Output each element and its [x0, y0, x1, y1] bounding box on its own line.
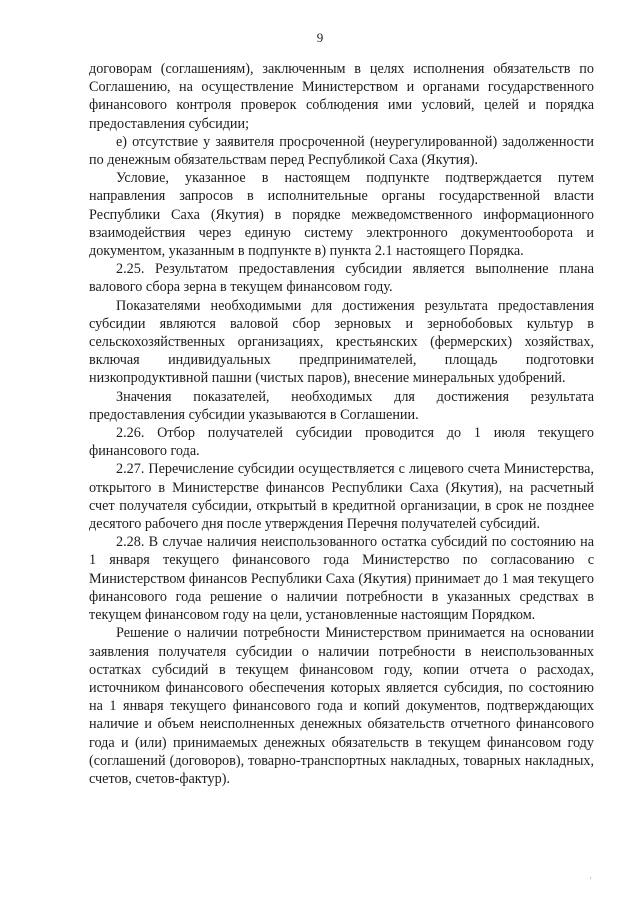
paragraph-2-25: 2.25. Результатом предоставления субсидии является выполнение плана валового сбора зерна в текущем финансовом году.	[89, 261, 594, 296]
paragraph-item-e: е) отсутствие у заявителя просроченной (неурегулированной) задолженности по денежным обязательствам перед Республикой Саха (Якутия).	[89, 133, 594, 169]
document-body	[89, 60, 594, 788]
paragraph-continuation: договорам (соглашениям), заключенным в целях исполнения обязательств по Соглашению, на осуществление Министерством и органами государственного финансового контроля проверок соблюдения ими условий, целей и порядка предоставления субсидии;	[89, 61, 594, 132]
paragraph-2-26: 2.26. Отбор получателей субсидии проводится до 1 июля текущего финансового года.	[89, 425, 594, 460]
paragraph-2-28: 2.28. В случае наличия неиспользованного остатка субсидий по состоянию на 1 января текущего финансового года Министерство по согласованию с Министерством финансов Республики Саха (Якутия) принимает до 1 мая текущего финансового года решение о наличии потребности в указанных средствах в текущем финансовом году на цели, установленные настоящим Порядком.	[89, 534, 594, 624]
paragraph-condition: Условие, указанное в настоящем подпункте подтверждается путем направления запросов в исполнительные органы государственной власти Республики Саха (Якутия) в порядке межведомственного информационного взаимодействия через единую систему электронного документооборота и документом, указанным в подпункте в) пункта 2.1 настоящего Порядка.	[89, 170, 594, 260]
paragraph-decision: Решение о наличии потребности Министерством принимается на основании заявления получателя субсидии о наличии потребности в неиспользованных остатках субсидий в текущем финансовом году, копии отчета о расходах, источником финансового обеспечения которых является субсидия, по состоянию на 1 января текущего финансового года и копий документов, подтверждающих наличие и объем неисполненных денежных обязательств отчетного финансового года и (или) принимаемых денежных обязательств в текущем финансовом году (соглашений (договоров), товарно-транспортных накладных, товарных накладных, счетов, счетов-фактур).	[89, 625, 594, 787]
page-number: 9	[316, 30, 324, 45]
scan-corner-mark: ·	[589, 873, 592, 883]
paragraph-indicator-values: Значения показателей, необходимых для достижения результата предоставления субсидии указываются в Соглашении.	[89, 388, 594, 423]
paragraph-2-27: 2.27. Перечисление субсидии осуществляется с лицевого счета Министерства, открытого в Министерстве финансов Республики Саха (Якутия), на расчетный счет получателя субсидии, открытый в кредитной организации, в срок не позднее десятого рабочего дня после утверждения Перечня получателей субсидий.	[89, 461, 594, 533]
paragraph-indicators: Показателями необходимыми для достижения результата предоставления субсидии являются валовой сбор зерновых и зернобобовых культур в сельскохозяйственных организациях, крестьянских (фермерских) хозяйствах, включая индивидуальных предпринимателей, площадь подготовки низкопродуктивной пашни (чистых паров), внесение минеральных удобрений.	[89, 297, 594, 387]
